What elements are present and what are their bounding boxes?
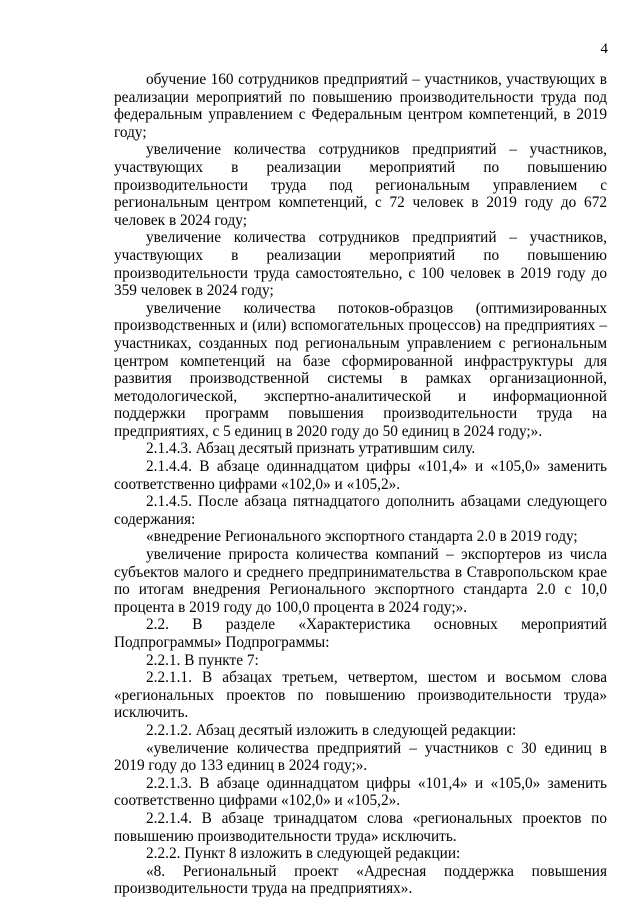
paragraph: 2.2. В разделе «Характеристика основных мероприятий Подпрограммы» Подпрограммы:	[114, 616, 607, 651]
paragraph: увеличение прироста количества компаний – экспортеров из числа субъектов малого и среднего предпринимательства в Ставропольском крае по итогам внедрения Регионального экспортного стандарта 2.0 с 10,0 процента в 2019 году до 100,0 процента в 2024 году;».	[114, 546, 607, 616]
paragraph: «8. Региональный проект «Адресная поддержка повышения производительности труда на предприятиях».	[114, 862, 607, 898]
paragraph: увеличение количества потоков-образцов (оптимизированных производственных и (или) вспомогательных процессов) на предприятиях – участниках, созданных под региональным управлением с региональным центром компетенций на базе сформированной инфраструктуры для развития производственной системы в рамках организационной, методологической, экспертно-аналитической и информационной поддержки программ повышения производительности труда на предприятиях, с 5 единиц в 2020 году до 50 единиц в 2024 году;».	[114, 299, 607, 440]
paragraph: 2.2.1.4. В абзаце тринадцатом слова «региональных проектов по повышению производительности труда» исключить.	[114, 809, 607, 845]
paragraph: обучение 160 сотрудников предприятий – участников, участвующих в реализации мероприятий по повышению производительности труда под федеральным управлением с Федеральным центром компетенций, в 2019 году;	[114, 71, 607, 141]
paragraph: 2.1.4.4. В абзаце одиннадцатом цифры «101,4» и «105,0» заменить соответственно цифрами «102,0» и «105,2».	[114, 458, 607, 493]
paragraph: 2.2.1. В пункте 7:	[146, 651, 259, 669]
paragraph: 2.1.4.5. После абзаца пятнадцатого дополнить абзацами следующего содержания:	[114, 493, 607, 528]
paragraph: 2.1.4.3. Абзац десятый признать утратившим силу.	[146, 440, 476, 458]
paragraph: увеличение количества сотрудников предприятий – участников, участвующих в реализации мероприятий по повышению производительности труда под региональным управлением с региональным центром компетенций, с 72 человек в 2019 году до 672 человек в 2024 году;	[114, 141, 607, 229]
paragraph: увеличение количества сотрудников предприятий – участников, участвующих в реализации мероприятий по повышению производительности труда самостоятельно, с 100 человек в 2019 году до 359 человек в 2024 году;	[114, 229, 607, 300]
document-body	[114, 71, 607, 898]
paragraph: 2.2.2. Пункт 8 изложить в следующей редакции:	[146, 845, 461, 863]
page-number: 4	[600, 41, 608, 57]
paragraph: 2.2.1.3. В абзаце одиннадцатом цифры «101,4» и «105,0» заменить соответственно цифрами «102,0» и «105,2».	[114, 774, 607, 810]
paragraph: «внедрение Регионального экспортного стандарта 2.0 в 2019 году;	[146, 528, 578, 546]
paragraph: 2.2.1.1. В абзацах третьем, четвертом, шестом и восьмом слова «региональных проектов по повышению производительности труда» исключить.	[114, 669, 607, 722]
paragraph: 2.2.1.2. Абзац десятый изложить в следующей редакции:	[146, 721, 517, 739]
paragraph: «увеличение количества предприятий – участников с 30 единиц в 2019 году до 133 единиц в 2024 году;».	[114, 739, 607, 775]
